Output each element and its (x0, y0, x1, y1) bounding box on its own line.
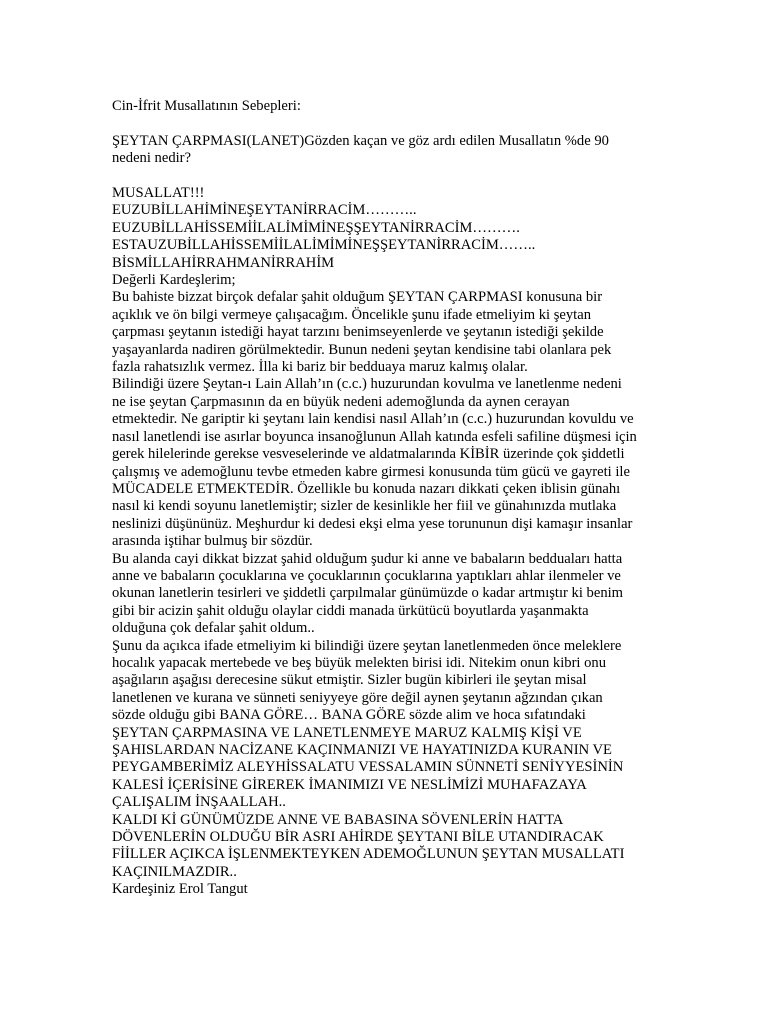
document-content (112, 98, 652, 899)
paragraph-gap (112, 168, 652, 185)
invocation-line: EUZUBİLLAHİSSEMİİLALİMİMİNEŞŞEYTANİRRACİM………. (112, 219, 520, 236)
body-line: ÇALIŞALIM İNŞAALLAH.. (112, 794, 286, 811)
body-line: çalışmış ve ademoğlunu tevbe etmeden kabre girmesi konusunda tüm gücü ve gayreti ile (112, 463, 630, 480)
invocation-line: BİSMİLLAHİRRAHMANİRRAHİM (112, 254, 335, 271)
body-line: KALESİ İÇERİSİNE GİREREK İMANIMIZI VE NESLİMİZİ MUHAFAZAYA (112, 776, 587, 793)
body-line: KAÇINILMAZDIR.. (112, 863, 237, 880)
subtitle-line: nedeni nedir? (112, 150, 192, 167)
body-line: ne ise şeytan Çarpmasının da en büyük nedeni ademoğlunda da aynen cerayan (112, 393, 570, 410)
body-line: arasında iştihar bulmuş bir sözdür. (112, 533, 313, 550)
body-line: çarpması şeytanın istediği hayat tarzını benimseyenlerde ve şeytanın istediği şekilde (112, 324, 604, 341)
body-line: PEYGAMBERİMİZ ALEYHİSSALATU VESSALAMIN SÜNNETİ SENİYYESİNİN (112, 759, 624, 776)
body-line: fazla rahatsızlık vermez. İlla ki bariz bir bedduaya maruz kalmış olalar. (112, 359, 528, 376)
body-line: ŞAHISLARDAN NACİZANE KAÇINMANIZI VE HAYATINIZDA KURANIN VE (112, 742, 612, 758)
signature-line: Kardeşiniz Erol Tangut (112, 881, 248, 898)
body-line: DÖVENLERİN OLDUĞU BİR ASRI AHİRDE ŞEYTANI BİLE UTANDIRACAK (112, 829, 604, 846)
body-line: anne ve babaların çocuklarına ve çocuklarının çocuklarına yaptıkları ahlar ilenmeler ve (112, 567, 621, 584)
body-line: yaşayanlarda nadiren görülmektedir. Bunun nedeni şeytan kendisine tabi olanlara pek (112, 341, 612, 358)
document-subtitle (112, 133, 652, 168)
body-line: FİİLLER AÇIKCA İŞLENMEKTEYKEN ADEMOĞLUNUN ŞEYTAN MUSALLATI (112, 846, 625, 863)
body-line: ŞEYTAN ÇARPMASINA VE LANETLENMEYE MARUZ KALMIŞ KİŞİ VE (112, 724, 582, 741)
invocation-block (112, 185, 652, 289)
document-title (112, 98, 652, 115)
body-line: gibi bir acizin şahit olduğu olaylar ciddi manada ürkütücü boyutlarda yaşanmakta (112, 602, 589, 619)
document-body (112, 289, 652, 898)
body-line: KALDI Kİ GÜNÜMÜZDE ANNE VE BABASINA SÖVENLERİN HATTA (112, 811, 564, 828)
invocation-line: ESTAUZUBİLLAHİSSEMİİLALİMİMİNEŞŞEYTANİRRACİM…….. (112, 237, 536, 254)
invocation-line: EUZUBİLLAHİMİNEŞEYTANİRRACİM……….. (112, 202, 417, 219)
body-line: Şunu da açıkca ifade etmeliyim ki bilindiği üzere şeytan lanetlenmeden önce meleklere (112, 637, 622, 654)
subtitle-line: ŞEYTAN ÇARPMASI(LANET)Gözden kaçan ve göz ardı edilen Musallatın %de 90 (112, 132, 609, 149)
paragraph-gap (112, 115, 652, 132)
body-line: hocalık yapacak mertebede ve beş büyük melekten birisi idi. Nitekim onun kibri onu (112, 654, 607, 671)
body-line: nasıl lanetlendi ise asırlar boyunca insanoğlunun Allah katında esfeli safiline düşmesi için (112, 428, 637, 445)
body-line: Bilindiği üzere Şeytan-ı Lain Allah’ın (c.c.) huzurundan kovulma ve lanetlenme nedeni (112, 376, 622, 393)
salutation-line: Değerli Kardeşlerim; (112, 272, 236, 289)
body-line: açıklık ve ön bilgi vermeye çalışacağım. Öncelikle şunu ifade etmeliyim ki şeytan (112, 306, 592, 323)
body-line: olduğuna çok defalar şahit oldum.. (112, 620, 315, 637)
body-line: lanetlenen ve kurana ve sünneti seniyyeye göre değil aynen şeytanın ağzından çıkan (112, 689, 603, 706)
body-line: gerek hilelerinde gerekse vesveselerinde ve aldatmalarında KİBİR üzerinde çok şiddetli (112, 446, 625, 463)
body-line: okunan lanetlerin tesirleri ve şiddetli çarpılmalar günümüzde o kadar artmıştır ki benim (112, 585, 624, 602)
body-line: Bu alanda cayi dikkat bizzat şahid olduğum şudur ki anne ve babaların bedduaları hatta (112, 550, 623, 567)
title-line: Cin-İfrit Musallatının Sebepleri: (112, 98, 301, 114)
body-line: sözde olduğu gibi BANA GÖRE… BANA GÖRE sözde alim ve hoca sıfatındaki (112, 707, 586, 724)
body-line: MÜCADELE ETMEKTEDİR. Özellikle bu konuda nazarı dikkati çeken iblisin günahı (112, 480, 621, 497)
body-line: etmektedir. Ne gariptir ki şeytanı lain kendisi nasıl Allah’ın (c.c.) huzurundan kovuldu ve (112, 411, 634, 428)
body-line: aşağıların aşağısı derecesine sükut etmiştir. Sizler bugün kibirleri ile şeytan misal (112, 672, 587, 689)
body-line: nasıl ki kendi soyunu lanetlemiştir; sizler de kesinlikle her fiil ve günahınızda mutlaka (112, 498, 617, 515)
body-line: neslinizi düşününüz. Meşhurdur ki dedesi ekşi elma yese torununun dişi kamaşır insanlar (112, 515, 633, 532)
invocation-line: MUSALLAT!!! (112, 185, 205, 201)
body-line: Bu bahiste bizzat birçok defalar şahit olduğum ŞEYTAN ÇARPMASI konusuna bir (112, 289, 603, 306)
